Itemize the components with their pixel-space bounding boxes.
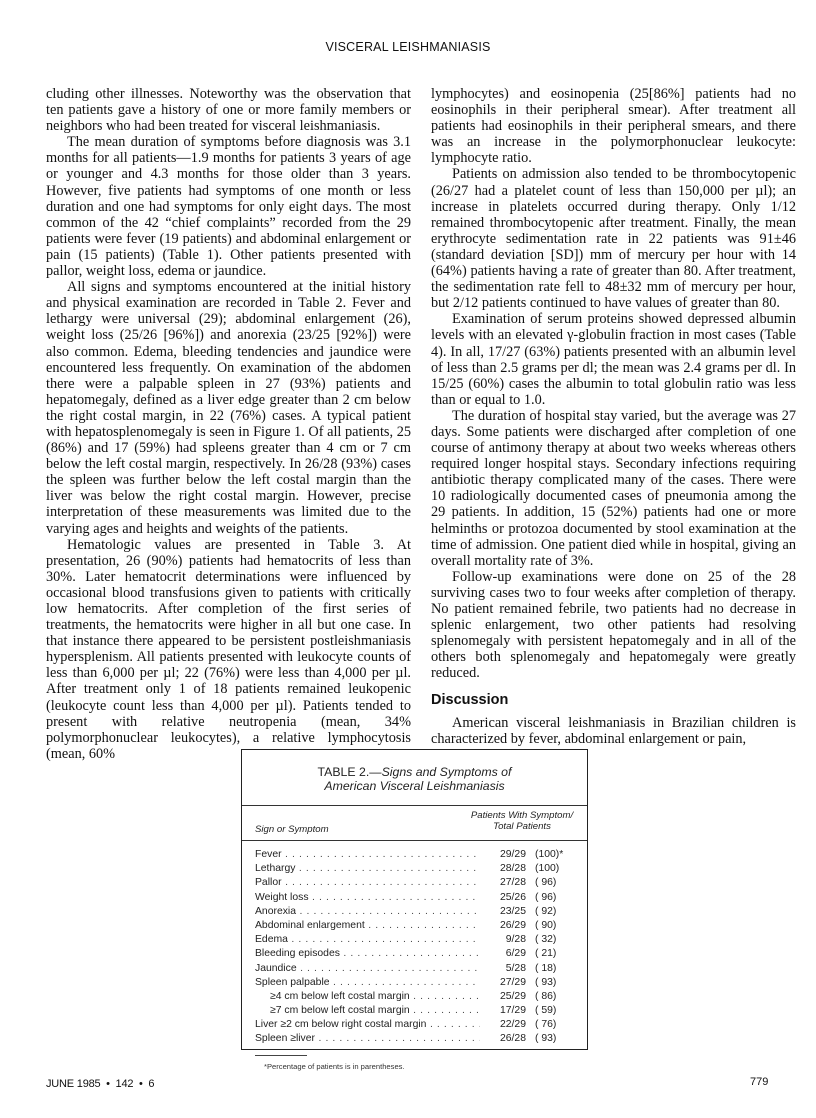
row-fraction: 28/28 — [499, 863, 526, 875]
footer-issue: JUNE 1985 • 142 • 6 — [46, 1078, 155, 1090]
table-row — [242, 947, 587, 961]
table-row — [242, 891, 587, 905]
table-title-prefix: TABLE 2.— — [317, 765, 382, 779]
table-row — [242, 1004, 587, 1018]
row-label: Spleen palpable . . . — [255, 976, 480, 990]
row-label: Anorexia . . . — [255, 905, 480, 919]
column-header-line2: Total Patients — [493, 821, 551, 832]
table-row — [242, 919, 587, 933]
row-label: Edema . . . — [255, 933, 480, 947]
table-footnote: *Percentage of patients is in parentheses. — [264, 1061, 405, 1071]
row-percent: ( 76) — [535, 1019, 557, 1031]
table-row — [242, 976, 587, 990]
table-title-line2: American Visceral Leishmaniasis — [324, 779, 505, 793]
row-percent: ( 59) — [535, 1005, 557, 1017]
table-row — [242, 962, 587, 976]
row-fraction: 26/29 — [499, 919, 526, 931]
table-row — [242, 1018, 587, 1032]
row-label: Liver ≥2 cm below right costal margin . . . — [255, 1018, 480, 1032]
row-percent: ( 96) — [535, 891, 557, 903]
column-header-patients — [467, 810, 577, 832]
footnote-rule — [255, 1055, 307, 1056]
row-percent: ( 86) — [535, 990, 557, 1002]
row-label: ≥7 cm below left costal margin . . . — [255, 1004, 480, 1018]
table-row — [242, 1032, 587, 1046]
right-column — [431, 86, 796, 747]
row-percent: ( 93) — [535, 1033, 557, 1045]
paragraph: Examination of serum proteins showed depressed albumin levels with an elevated γ-globulin fraction in most cases (Table 4). In all, 17/27 (63%) patients presented with an albumin level of less than 2.5 grams per dl; the mean was 2.4 grams per dl. In 15/25 (60%) cases the albumin to total globulin ratio was less than or equal to 1.0. — [431, 311, 796, 408]
column-header-line1: Patients With Symptom/ — [470, 810, 574, 821]
row-fraction: 23/25 — [499, 905, 526, 917]
row-fraction: 29/29 — [499, 849, 526, 860]
row-percent: ( 21) — [535, 948, 557, 960]
page-number: 779 — [750, 1076, 769, 1088]
row-fraction: 25/29 — [499, 990, 526, 1002]
row-fraction: 6/29 — [505, 948, 526, 960]
row-label: Abdominal enlargement . . . — [255, 919, 480, 933]
row-label: ≥4 cm below left costal margin . . . — [255, 990, 480, 1004]
row-percent: ( 92) — [535, 905, 557, 917]
row-label: Weight loss . . . — [255, 891, 480, 905]
table-row — [242, 990, 587, 1004]
row-label: Pallor . . . — [255, 876, 480, 890]
table-2 — [241, 749, 588, 1071]
row-percent: ( 32) — [535, 934, 557, 946]
column-header-sign: Sign or Symptom — [255, 824, 329, 835]
row-label: Spleen ≥liver . . . — [255, 1032, 480, 1046]
table-row — [242, 848, 587, 862]
row-percent: ( 90) — [535, 919, 557, 931]
row-fraction: 17/29 — [499, 1005, 526, 1017]
row-fraction: 27/29 — [499, 976, 526, 988]
paragraph: cluding other illnesses. Noteworthy was the observation that ten patients gave a history of one or more family members or neighbors who had been treated for visceral leishmaniasis. — [46, 86, 411, 135]
paragraph: The duration of hospital stay varied, but the average was 27 days. Some patients were discharged after completion of one course of antimony therapy at about two weeks whereas others required longer hospital stays. Secondary infections requiring antibiotic therapy complicated many of the cases. There were 10 radiologically documented cases of pneumonia among the 29 patients. In addition, 15 (52%) patients had one or more helminths or protozoa documented by stool examination at the time of admission. One patient died while in hospital, giving an overall mortality rate of 3%. — [431, 407, 796, 569]
row-fraction: 25/26 — [499, 891, 526, 903]
paragraph: Hematologic values are presented in Table 3. At presentation, 26 (90%) patients had hematocrits of less than 30%. Later hematocrit determinations were influenced by occasional blood transfusions given to patients with critically low hematocrits. After completion of the first series of treatments, the hematocrits were higher in all but one case. In that instance there appeared to be persistent postleishmaniasis hypersplenism. All patients presented with leukocyte counts of less than 6,000 per µl; 22 (76%) were less than 4,000 per µl. After treatment only 1 of 18 patients remained leukopenic (leukocyte count less than 4,000 per µl). Patients tended to present with relative neutropenia (mean, 34% polymorphonuclear leukocytes), a relative lymphocytosis (mean, 60% — [46, 536, 411, 762]
paragraph: The mean duration of symptoms before diagnosis was 3.1 months for all patients—1.9 months for patients 3 years of age or younger and 4.3 months for those older than 3 years. However, five patients had symptoms of one month or less duration and one had symptoms for only eight days. The most common of the 42 “chief complaints” recorded from the 29 patients were fever (19 patients) and abdominal enlargement or pain (15 patients) (Table 1). Other patients presented with pallor, weight loss, edema or jaundice. — [46, 134, 411, 280]
table-header — [242, 806, 587, 841]
table-title — [242, 750, 587, 806]
row-label: Lethargy . . . — [255, 862, 480, 876]
row-percent: ( 93) — [535, 976, 557, 988]
table-row — [242, 876, 587, 890]
row-fraction: 22/29 — [499, 1019, 526, 1031]
table-title-line1: Signs and Symptoms of — [381, 765, 512, 779]
row-label: Jaundice . . . — [255, 962, 480, 976]
paragraph: American visceral leishmaniasis in Brazilian children is characterized by fever, abdominal enlargement or pain, — [431, 714, 796, 747]
row-percent: ( 18) — [535, 962, 557, 974]
paragraph: Follow-up examinations were done on 25 of the 28 surviving cases two to four weeks after completion of therapy. No patient remained febrile, two patients had no decrease in splenic enlargement, two other patients had resolving splenomegaly with persistent hepatomegaly and in all of the others both splenomegaly and hepatomegaly were greatly reduced. — [431, 568, 796, 682]
row-label: Bleeding episodes . . . — [255, 947, 480, 961]
section-heading-discussion: Discussion — [431, 692, 509, 709]
row-fraction: 27/28 — [499, 877, 526, 889]
table-row — [242, 905, 587, 919]
row-percent: (100)* — [535, 849, 564, 860]
paragraph: lymphocytes) and eosinopenia (25[86%] patients had no eosinophils in their peripheral smear). After treatment all patients had eosinophils in their peripheral smears, and there was an increase in the polymorphonuclear leukocyte: lymphocyte ratio. — [431, 86, 796, 167]
row-label: Fever . . . — [255, 848, 480, 862]
running-head: VISCERAL LEISHMANIASIS — [325, 40, 491, 54]
table-body — [242, 841, 587, 1047]
table-row — [242, 862, 587, 876]
paragraph: All signs and symptoms encountered at the initial history and physical examination are recorded in Table 2. Fever and lethargy were universal (29); abdominal enlargement (26), weight loss (25/26 [96%]) and anorexia (23/25 [92%]) were also common. Edema, bleeding tendencies and jaundice were encountered less frequently. On examination of the abdomen there were a palpable spleen in 27 (93%) patients and hepatomegaly, defined as a liver edge greater than 2 cm below the right costal margin, in 22 (76%) cases. A typical patient with hepatosplenomegaly is seen in Figure 1. Of all patients, 25 (86%) and 17 (59%) had spleens greater than 4 cm or 7 cm below the left costal margin, respectively. In 26/28 (93%) cases the spleen was further below the left costal margin than the liver was below the right costal margin. However, precise interpretation of these measurements was limited due to the varying ages and heights and weights of the patients. — [46, 279, 411, 537]
paragraph: Patients on admission also tended to be thrombocytopenic (26/27 had a platelet count of less than 150,000 per µl); an increase in platelets occurred during therapy. Only 1/12 remained thrombocytopenic after treatment. Finally, the mean erythrocyte sedimentation rate in 22 patients was 91±46 (standard deviation [SD]) mm of mercury per hour with 14 (64%) patients having a rate of greater than 80. After treatment, the sedimentation rate fell to 48±32 mm of mercury per hour, but 2/12 patients continued to have values of greater than 80. — [431, 166, 796, 312]
table-row — [242, 933, 587, 947]
row-percent: (100) — [535, 863, 560, 875]
row-fraction: 5/28 — [505, 962, 526, 974]
left-column — [46, 86, 411, 762]
row-percent: ( 96) — [535, 877, 557, 889]
row-fraction: 9/28 — [505, 934, 526, 946]
row-fraction: 26/28 — [499, 1033, 526, 1045]
